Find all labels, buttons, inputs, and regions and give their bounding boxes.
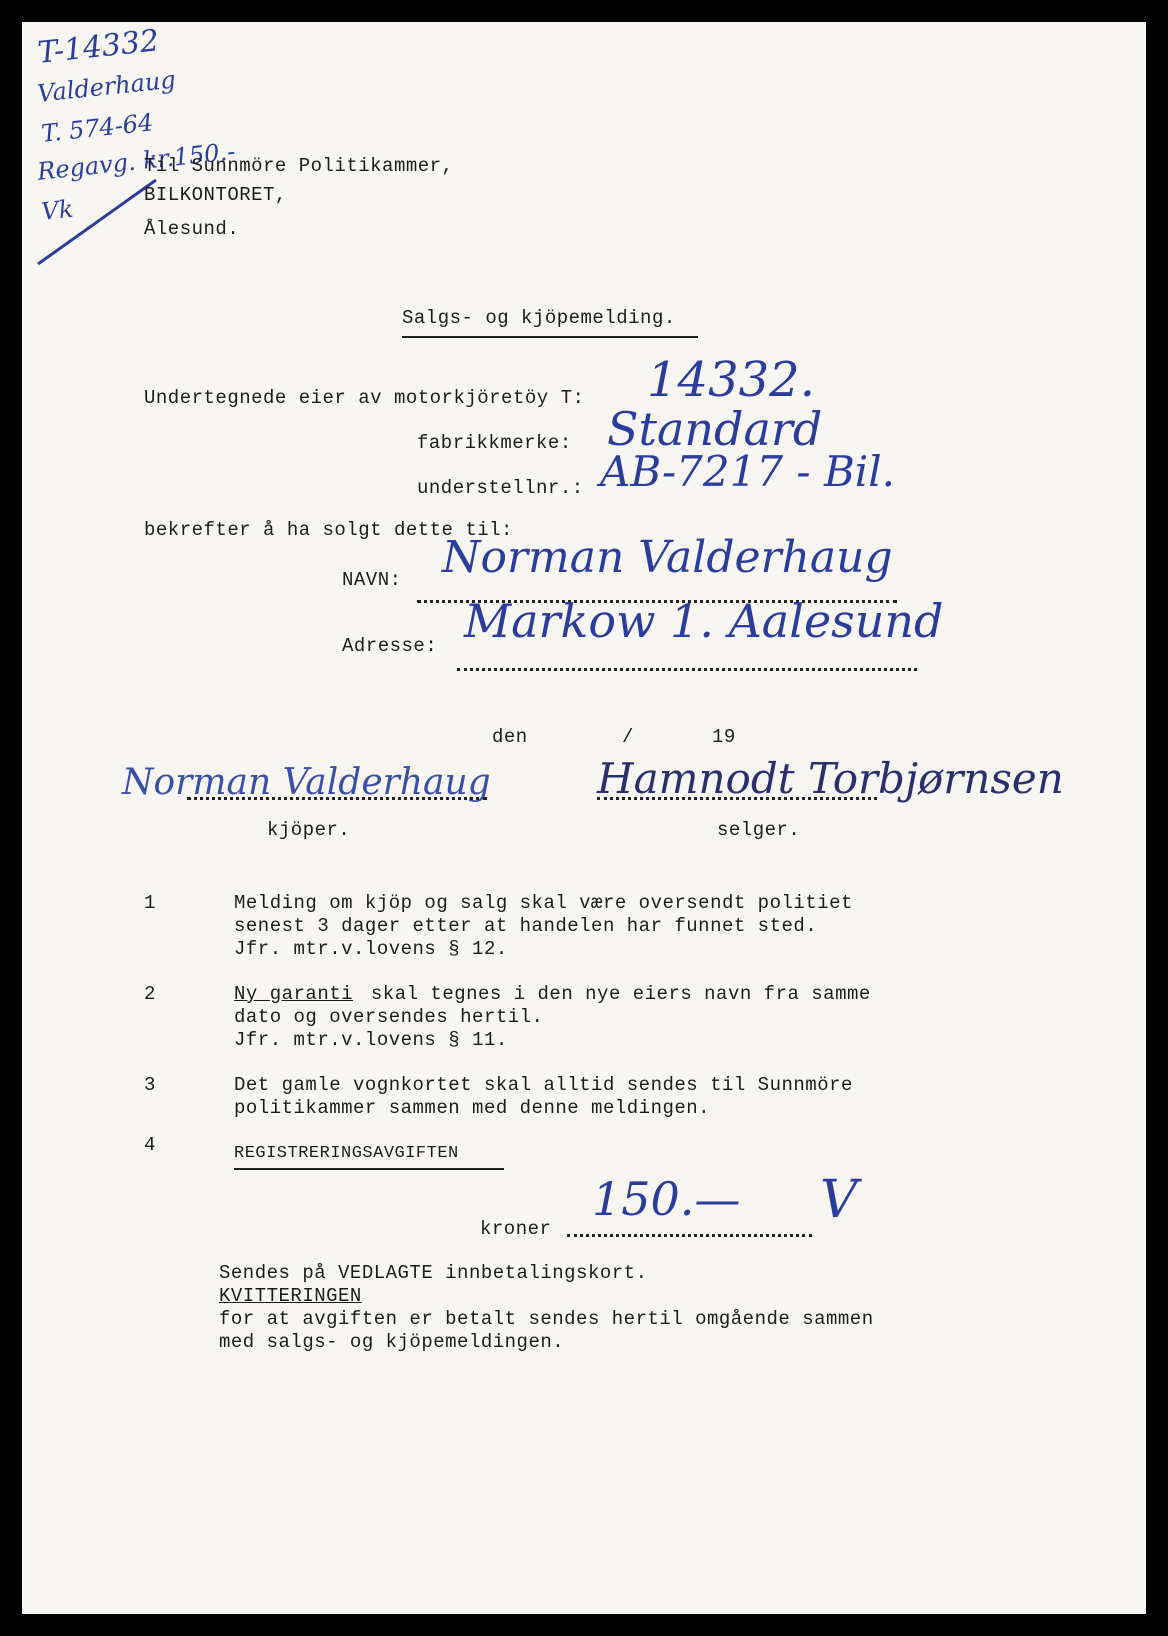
fee-heading-underline — [234, 1168, 504, 1170]
item-2-line: skal tegnes i den nye eiers navn fra samme — [359, 983, 871, 1005]
make-value: Standard — [607, 402, 823, 456]
item-3-line: Det gamle vognkortet skal alltid sendes til Sunnmöre — [234, 1074, 853, 1096]
fee-label: kroner — [480, 1218, 552, 1240]
addressee-line-1: Til Sunnmöre Politikammer, — [144, 155, 454, 177]
title-underline — [402, 336, 698, 338]
date-slash: / — [622, 726, 634, 748]
item-number: 3 — [144, 1074, 156, 1096]
seller-label: selger. — [717, 819, 801, 841]
item-1-line: Jfr. mtr.v.lovens § 12. — [234, 938, 508, 960]
margin-note-line: Valderhaug — [36, 65, 177, 108]
item-2-underlined-text: Ny garanti — [234, 983, 354, 1005]
addressee-line-2: BILKONTORET, — [144, 184, 287, 206]
item-1-line: Melding om kjöp og salg skal være oversendt politiet — [234, 892, 853, 914]
registration-number-value: 14332. — [647, 352, 815, 408]
owner-label: Undertegnede eier av motorkjöretöy T: — [144, 387, 585, 409]
sold-to-label: bekrefter å ha solgt dette til: — [144, 519, 513, 541]
checkmark-icon: V — [820, 1170, 858, 1230]
fee-dotted-line — [567, 1234, 812, 1237]
seller-signature-line — [597, 797, 877, 800]
name-label: NAVN: — [342, 569, 402, 591]
footer-line-3: for at avgiften er betalt sendes hertil omgående sammen — [219, 1308, 874, 1330]
item-3-line: politikammer sammen med denne meldingen. — [234, 1097, 711, 1119]
document-title: Salgs- og kjöpemelding. — [402, 307, 676, 329]
item-2-line: dato og oversendes hertil. — [234, 1006, 544, 1028]
date-year-prefix: 19 — [712, 726, 736, 748]
make-label: fabrikkmerke: — [417, 432, 572, 454]
buyer-address-value: Markow 1. Aalesund — [464, 594, 944, 648]
buyer-name-value: Norman Valderhaug — [442, 532, 893, 583]
margin-note-line: Vk — [40, 194, 75, 226]
item-number: 4 — [144, 1134, 156, 1156]
buyer-label: kjöper. — [267, 819, 351, 841]
registration-fee-heading: REGISTRERINGSAVGIFTEN — [234, 1144, 459, 1163]
address-dotted-line — [457, 668, 917, 671]
item-2-line: Jfr. mtr.v.lovens § 11. — [234, 1029, 508, 1051]
chassis-label: understellnr.: — [417, 477, 584, 499]
buyer-signature-line — [187, 797, 487, 800]
margin-note-line: T-14332 — [36, 23, 161, 71]
footer-line-4: med salgs- og kjöpemeldingen. — [219, 1331, 565, 1353]
fee-value: 150.— — [592, 1172, 741, 1226]
item-number: 2 — [144, 983, 156, 1005]
margin-note-line: T. 574-64 — [40, 108, 155, 148]
margin-note-line: Regavg. kr.150.- — [36, 137, 237, 186]
item-number: 1 — [144, 892, 156, 914]
document-page — [22, 22, 1146, 1614]
address-label: Adresse: — [342, 635, 438, 657]
chassis-value: AB-7217 - Bil. — [600, 447, 896, 496]
footer-receipt-heading: KVITTERINGEN — [219, 1285, 362, 1307]
footer-line-1: Sendes på VEDLAGTE innbetalingskort. — [219, 1262, 648, 1284]
seller-signature: Hamnodt Torbjørnsen — [597, 754, 1064, 803]
date-den-label: den — [492, 726, 528, 748]
item-1-line: senest 3 dager etter at handelen har funnet sted. — [234, 915, 818, 937]
addressee-line-3: Ålesund. — [144, 218, 240, 240]
margin-slash-mark — [32, 172, 162, 272]
buyer-signature: Norman Valderhaug — [122, 762, 491, 803]
